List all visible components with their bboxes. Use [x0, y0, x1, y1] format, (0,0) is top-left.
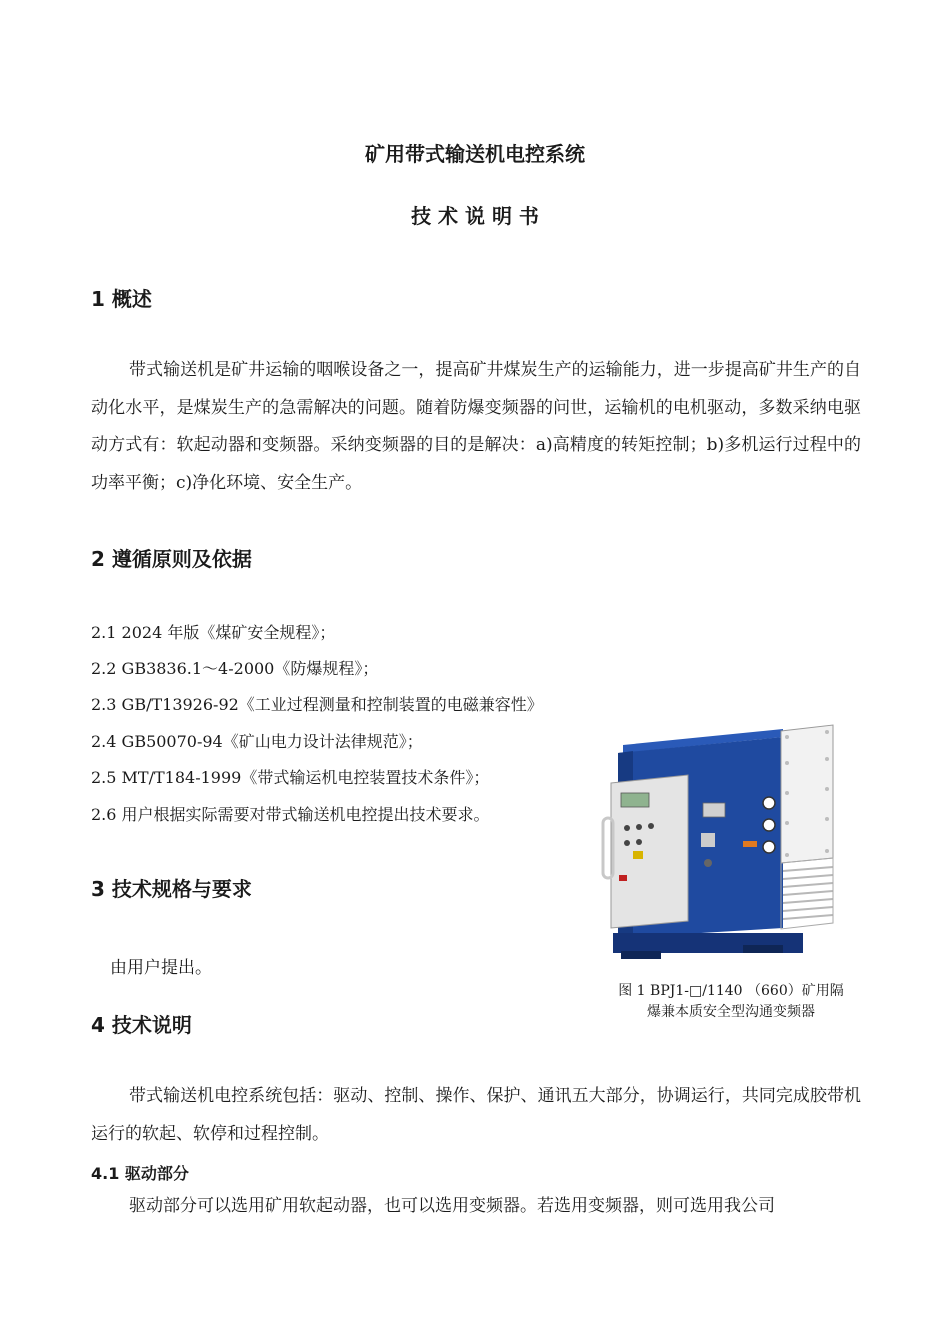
- list-item: 2.4 GB50070-94《矿山电力设计法律规范》；: [91, 732, 423, 751]
- section-3-paragraph: 由用户提出。: [110, 958, 212, 978]
- section-1-heading: 1 概述: [91, 287, 152, 311]
- section-4-text: 带式输送机电控系统包括：驱动、控制、操作、保护、通讯五大部分，协调运行，共同完成胶带机运行的软起、软停和过程控制。: [91, 1086, 861, 1144]
- figure-caption-line-1: 图 1 BPJ1-□/1140 （660）矿用隔: [618, 983, 844, 999]
- subsection-4-1-text: 驱动部分可以选用矿用软起动器，也可以选用变频器。若选用变频器，则可选用我公司: [129, 1196, 775, 1216]
- section-2-heading: 2 遵循原则及依据: [91, 547, 252, 571]
- section-3-heading: 3 技术规格与要求: [91, 877, 252, 901]
- figure-caption-line-2: 爆兼本质安全型沟通变频器: [647, 1004, 815, 1020]
- list-item: 2.2 GB3836.1～4-2000《防爆规程》；: [91, 659, 379, 678]
- section-4-heading: 4 技术说明: [91, 1013, 192, 1037]
- list-item: 2.1 2024 年版《煤矿安全规程》；: [91, 623, 336, 642]
- section-1-text: 带式输送机是矿井运输的咽喉设备之一，提高矿井煤炭生产的运输能力，进一步提高矿井生产的自动化水平，是煤炭生产的急需解决的问题。随着防爆变频器的问世，运输机的电机驱动，多数采纳电驱动方式有：软起动器和变频器。采纳变频器的目的是解决：a)高精度的转矩控制；b)多机运行过程中的功率平衡；c)净化环境、安全生产。: [91, 360, 861, 493]
- inverter-photo: [593, 723, 855, 966]
- section-4-paragraph: [91, 1078, 861, 1153]
- subsection-4-1-heading: 4.1 驱动部分: [91, 1164, 189, 1183]
- list-item: 2.5 MT/T184-1999《带式输运机电控装置技术条件》；: [91, 768, 490, 787]
- list-item: 2.6 用户根据实际需要对带式输送机电控提出技术要求。: [91, 805, 490, 824]
- section-1-paragraph: [91, 352, 861, 502]
- subsection-4-1-paragraph: [91, 1188, 861, 1226]
- list-item: 2.3 GB/T13926-92《工业过程测量和控制装置的电磁兼容性》: [91, 695, 543, 714]
- document-subtitle: 技 术 说 明 书: [411, 204, 539, 228]
- document-title: 矿用带式输送机电控系统: [365, 142, 585, 166]
